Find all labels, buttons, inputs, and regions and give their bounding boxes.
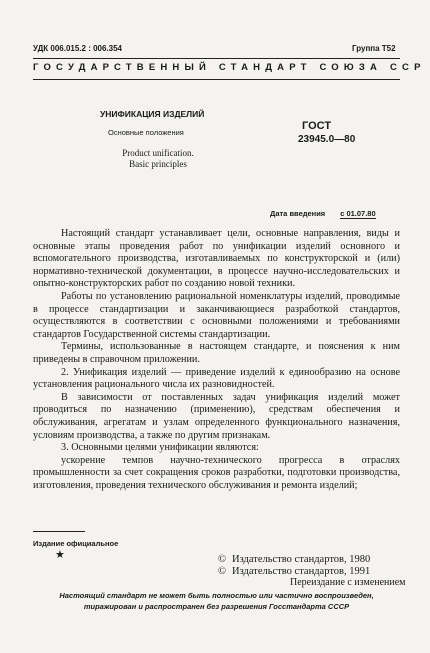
copyright-1991: Издательство стандартов, 1991 xyxy=(232,565,371,577)
english-title xyxy=(108,148,208,170)
introduction-date-row xyxy=(270,209,376,218)
paragraph-4: 2. Унификация изделий — приведение изделий к единообразию на основе установления рационального числа их разновидностей. xyxy=(33,366,400,391)
official-edition-label: Издание официальное xyxy=(33,539,119,548)
copyright-1980: Издательство стандартов, 1980 xyxy=(232,554,371,565)
paragraph-1: Настоящий стандарт устанавливает цели, основные направления, виды и основные этапы проведения работ по унификации изделий основного и вспомогательного производства, изготавливаемых по конструкторской и (или) нормативно-технической документации, в процессе научно-исследовательских и опытно-конструкторских работ по созданию новой техники. xyxy=(33,228,400,290)
english-title-line2: Basic principles xyxy=(129,159,187,169)
udk-code: УДК 006.015.2 : 006.354 xyxy=(33,44,122,53)
copyright-icon: © xyxy=(218,565,226,577)
gost-number: 23945.0—80 xyxy=(298,134,356,145)
reproduction-notice-line1: Настоящий стандарт не может быть полностью или частично воспроизведен, xyxy=(59,591,374,600)
copyright-icon: © xyxy=(218,554,226,565)
english-title-line1: Product unification. xyxy=(122,148,194,158)
reproduction-notice xyxy=(33,591,400,612)
paragraph-2: Работы по установлению рациональной номенклатуры изделий, проводимые в процессе стандартизации и заканчивающиеся разработкой стандартов, осуществляются в соответствии с основными положениями и требованиями стандартов Государственной системы стандартизации. xyxy=(33,290,400,340)
document-title: УНИФИКАЦИЯ ИЗДЕЛИЙ xyxy=(100,109,205,119)
group-code: Группа Т52 xyxy=(352,44,396,53)
state-standard-title: ГОСУДАРСТВЕННЫЙ СТАНДАРТ СОЮЗА ССР xyxy=(33,62,426,73)
reproduction-notice-line2: тиражирован и распространен без разрешения Госстандарта СССР xyxy=(83,601,350,611)
gost-label: ГОСТ xyxy=(302,120,332,132)
reprint-note: Переиздание с изменением xyxy=(290,577,406,588)
introduction-date-label: Дата введения xyxy=(270,209,326,218)
body-text xyxy=(33,228,400,492)
copyright-block xyxy=(218,554,370,577)
paragraph-7: ускорение темпов научно-технического прогресса в отраслях промышленности за счет сокращения сроков разработки, подготовки производства, изготовления, проведения технического обслуживания и ремонта изделий; xyxy=(33,454,400,491)
bottom-rule xyxy=(33,79,400,80)
paragraph-3: Термины, использованные в настоящем стандарте, и пояснения к ним приведены в справочном приложении. xyxy=(33,341,400,365)
paragraph-5: В зависимости от поставленных задач унификация изделий может проводиться по назначению (применению), средствам обеспечения и обслуживания, агрегатам и узлам определенного функционального назначения, условиям производства, а также по другим признакам. xyxy=(33,391,400,441)
introduction-date: с 01.07.80 xyxy=(340,209,376,218)
top-rule xyxy=(33,58,400,59)
star-icon: ★ xyxy=(55,549,65,561)
paragraph-6: 3. Основными целями унификации являются: xyxy=(61,442,259,454)
footer-rule xyxy=(33,531,85,532)
document-subtitle: Основные положения xyxy=(108,128,184,137)
